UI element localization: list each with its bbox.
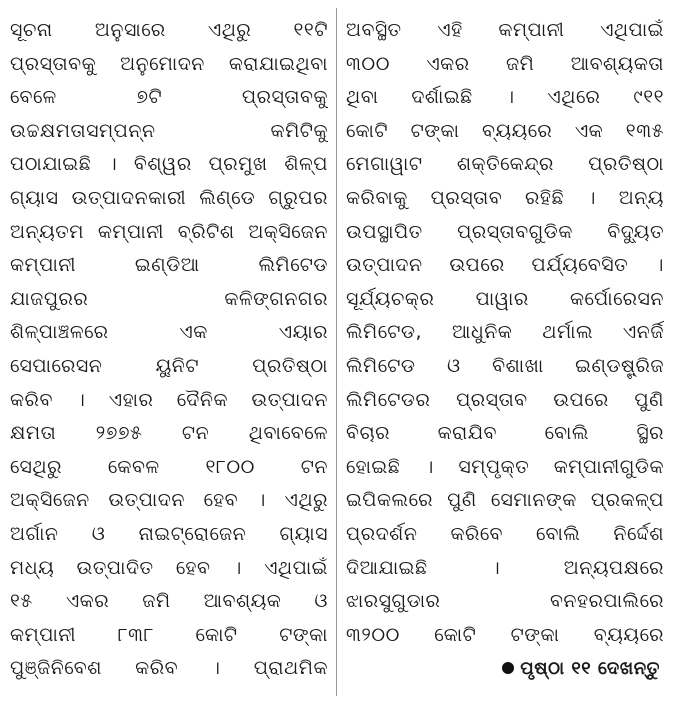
column-divider (336, 8, 337, 696)
text-line: ସେପାରେସନ ୟୁନିଟ ପ୍ରତିଷ୍ଠା (10, 354, 328, 377)
text-line: କରିବ । ଏହାର ଦୈନିକ ଉତ୍ପାଦନ (10, 388, 328, 411)
text-line: ପ୍ରସ୍ତାବକୁ ଅନୁମୋଦନ କରାଯାଇଥିବା (10, 52, 328, 75)
text-line: ଅବସ୍ଥିତ ଏହି କମ୍ପାନୀ ଏଥିପାଇଁ (346, 19, 664, 41)
text-line: ୧୫ ଏକର ଜମି ଆବଶ୍ୟକ ଓ (10, 590, 328, 613)
text-line: ସୂଚନା ଅନୁସାରେ ଏଥିରୁ ୧୧ଟି (10, 19, 328, 41)
text-line: ଅକ୍ସିଜେନ ଉତ୍ପାଦନ ହେବ । ଏଥିରୁ (10, 489, 328, 512)
text-line: କମ୍ପାନୀ ଇଣ୍ଡିଆ ଲିମିଟେଡ (10, 254, 328, 277)
text-line: ଲିମିଟେଡ ଓ ବିଶାଖା ଇଣ୍ଡଷ୍ଟ୍ରିଜ (346, 354, 664, 377)
continuation-note (346, 652, 664, 686)
text-line: ହୋଇଛି । ସମ୍ପୃକ୍ତ କମ୍ପାନୀଗୁଡିକ (346, 455, 664, 478)
text-line: ଶିଳ୍ପାଞ୍ଚଳରେ ଏକ ଏୟାର (10, 321, 328, 344)
article-column-left (10, 14, 328, 686)
text-line: ଗ୍ୟାସ ଉତ୍ପାଦନକାରୀ ଲିଣ୍ଡେ ଗ୍ରୁପର (10, 186, 328, 209)
text-line: ଅନ୍ୟତମ କମ୍ପାନୀ ବ୍ରିଟିଶ ଅକ୍ସିଜେନ (10, 220, 328, 243)
text-line: ଝାରସୁଗୁଡାର ବନହରପାଲିରେ (346, 590, 664, 613)
text-line: କରିବାକୁ ପ୍ରସ୍ତାବ ରହିଛି । ଅନ୍ୟ (346, 186, 664, 209)
text-line: ଲିମିଟେଡ, ଆଧୁନିକ ଥର୍ମାଲ ଏନର୍ଜି (346, 321, 664, 344)
text-line: କୋଟି ଟଙ୍କା ବ୍ୟୟରେ ଏକ ୧୩୫ (346, 119, 664, 142)
text-line: ବେଳେ ୭ଟି ପ୍ରସ୍ତାବକୁ (10, 86, 328, 109)
text-line: ପ୍ରଦର୍ଶନ କରିବେ ବୋଲି ନିର୍ଦ୍ଦେଶ (346, 522, 664, 545)
text-line: ବିଚାର କରାଯିବ ବୋଲି ସ୍ଥିର (346, 422, 664, 445)
text-line: ୩୦୦ ଏକର ଜମି ଆବଶ୍ୟକତା (346, 52, 664, 75)
text-line: ଇପିକଲରେ ପୁଣି ସେମାନଙ୍କ ପ୍ରକଳ୍ପ (346, 489, 664, 512)
text-line: ସୂର୍ଯ୍ୟଚକ୍ର ପାୱାର କର୍ପୋରେସନ (346, 287, 664, 310)
text-line: ଉଚ୍ଚକ୍ଷମତାସମ୍ପନ୍ନ କମିଟିକୁ (10, 119, 328, 142)
text-line: ୩୨୦୦ କୋଟି ଟଙ୍କା ବ୍ୟୟରେ (346, 623, 664, 646)
bullet-icon (502, 662, 514, 674)
text-line: ଯାଜପୁରର କଳିଙ୍ଗନଗର (10, 287, 328, 310)
text-line: ଲିମିଟେଡର ପ୍ରସ୍ତାବ ଉପରେ ପୁଣି (346, 388, 664, 411)
text-line: ଉତ୍ପାଦନ ଉପରେ ପର୍ଯ୍ୟବେସିତ । (346, 254, 664, 277)
article-column-right (346, 14, 664, 686)
text-line: ସେଥିରୁ କେବଳ ୧୮୦୦ ଟନ (10, 455, 328, 478)
text-line: କ୍ଷମତା ୨୭୭୫ ଟନ ଥିବାବେଳେ (10, 422, 328, 445)
text-line: ପଠାଯାଇଛି । ବିଶ୍ୱର ପ୍ରମୁଖ ଶିଳ୍ପ (10, 153, 328, 176)
text-line: କମ୍ପାନୀ ୮୩୮ କୋଟି ଟଙ୍କା (10, 623, 328, 646)
text-line: ଅର୍ଗାନ ଓ ନାଇଟ୍ରୋଜେନ ଗ୍ୟାସ (10, 522, 328, 545)
text-line: ମେଗାୱାଟ ଶକ୍ତିକେନ୍ଦ୍ର ପ୍ରତିଷ୍ଠା (346, 153, 664, 176)
text-line: ପୁଞ୍ଜିନିବେଶ କରିବ । ପ୍ରାଥମିକ (10, 657, 328, 680)
text-line: ଥିବା ଦର୍ଶାଇଛି । ଏଥିରେ ୯୧୧ (346, 86, 664, 109)
text-line: ଦିଆଯାଇଛି । ଅନ୍ୟପକ୍ଷରେ (346, 556, 664, 579)
continuation-text: ପୃଷ୍ଠା ୧୧ ଦେଖନ୍ତୁ (520, 658, 660, 680)
text-line: ମଧ୍ୟ ଉତ୍ପାଦିତ ହେବ । ଏଥିପାଇଁ (10, 556, 328, 579)
text-line: ଉପସ୍ଥାପିତ ପ୍ରସ୍ତାବଗୁଡିକ ବିଦ୍ୟୁତ (346, 220, 664, 243)
